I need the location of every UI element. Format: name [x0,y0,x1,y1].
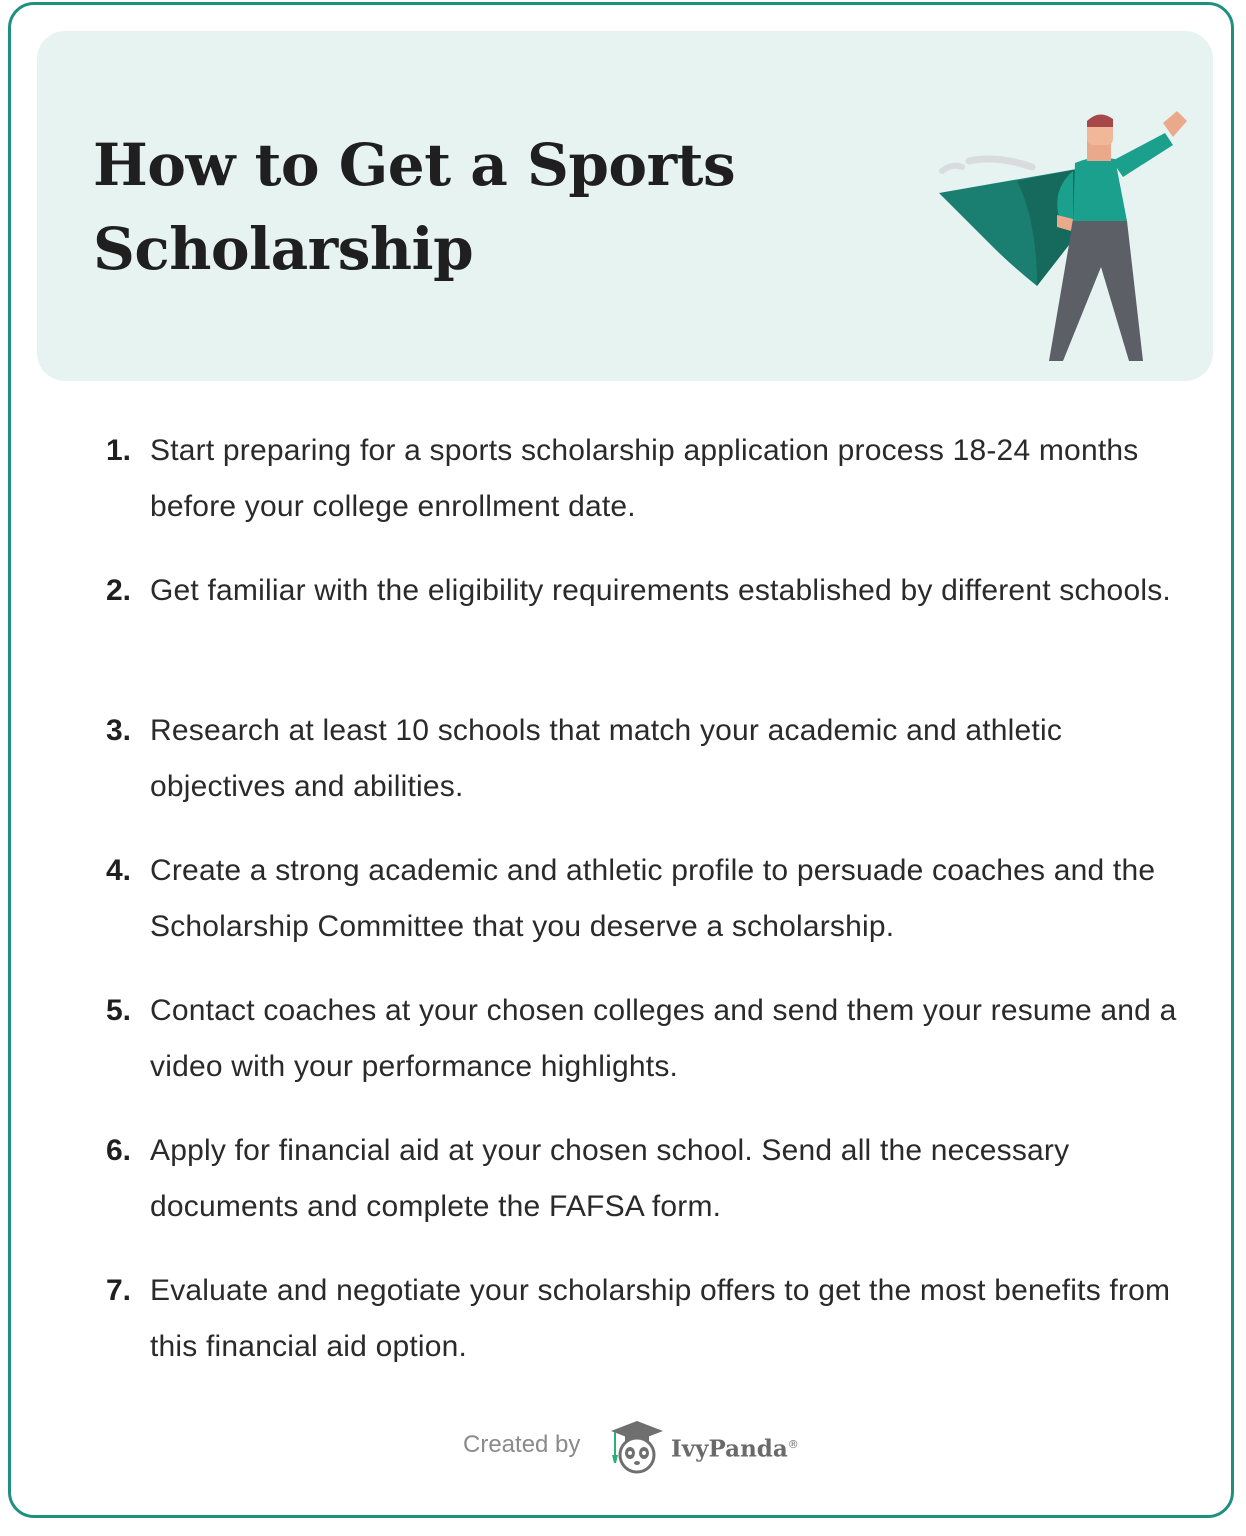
step-number: 6. [105,1134,131,1167]
step-number: 1. [105,434,131,467]
registered-mark: ® [787,1438,799,1451]
panda-graduate-icon [605,1415,669,1475]
list-item [91,843,1181,983]
step-text: Contact coaches at your chosen colleges and send them your resume and a video with your performance highlights. [150,994,1177,1083]
list-item [91,983,1181,1123]
footer-credit [11,1411,1237,1481]
list-item [91,703,1181,843]
step-number: 4. [105,854,131,887]
list-item [91,563,1181,703]
step-text: Research at least 10 schools that match your academic and athletic objectives and abilities. [150,714,1063,803]
steps-list [91,423,1181,1403]
step-number: 2. [105,574,131,607]
list-item [91,423,1181,563]
infographic-card [8,2,1234,1518]
header-panel [37,31,1213,381]
list-item [91,1123,1181,1263]
list-item [91,1263,1181,1403]
step-text: Evaluate and negotiate your scholarship offers to get the most benefits from this financial aid option. [150,1274,1171,1363]
step-text: Create a strong academic and athletic profile to persuade coaches and the Scholarship Committee that you deserve a scholarship. [150,854,1156,943]
page-title: How to Get a Sports Scholarship [93,131,736,283]
step-text: Get familiar with the eligibility requirements established by different schools. [150,574,1171,607]
created-by-label: Created by [463,1431,581,1458]
step-number: 5. [105,994,131,1027]
step-number: 7. [105,1274,131,1307]
brand-name: IvyPanda® [671,1435,799,1463]
step-text: Apply for financial aid at your chosen school. Send all the necessary documents and complete the FAFSA form. [150,1134,1070,1223]
step-number: 3. [105,714,131,747]
step-text: Start preparing for a sports scholarship application process 18-24 months before your college enrollment date. [150,434,1139,523]
superhero-with-cape-illustration [897,71,1197,371]
